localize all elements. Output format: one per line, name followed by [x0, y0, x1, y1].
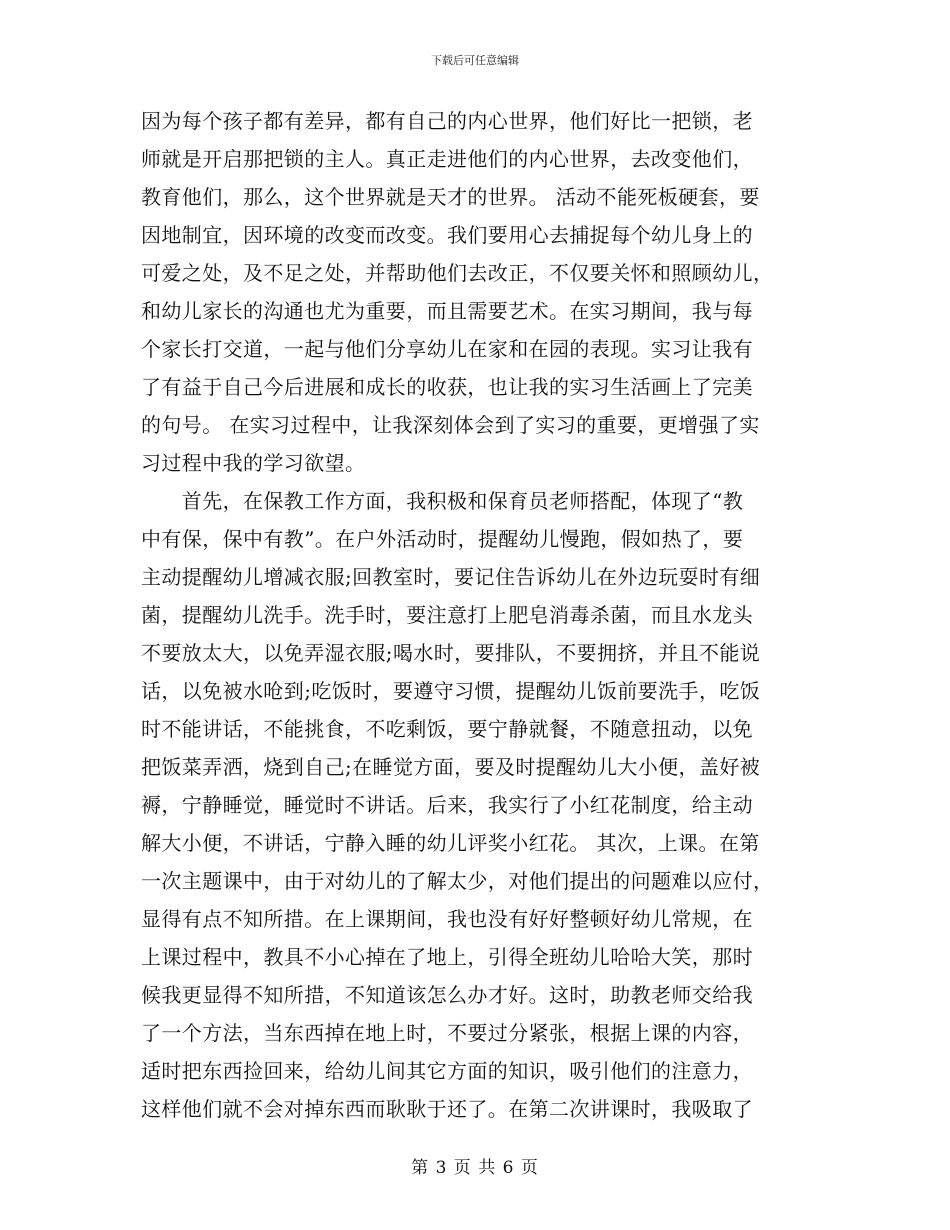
text-line: 一次主题课中，由于对幼儿的了解太少，对他们提出的问题难以应付， — [141, 869, 774, 893]
text-line: 话，以免被水呛到;吃饭时，要遵守习惯，提醒幼儿饭前要洗手，吃饭 — [141, 679, 761, 703]
text-line: 适时把东西捡回来，给幼儿间其它方面的知识，吸引他们的注意力， — [141, 1059, 753, 1083]
text-line: 候我更显得不知所措，不知道该怎么办才好。这时，助教老师交给我 — [141, 983, 753, 1007]
text-line: 了一个方法，当东西掉在地上时，不要过分紧张，根据上课的内容， — [141, 1021, 753, 1045]
page-footer: 第 3 页 共 6 页 — [411, 1158, 539, 1178]
text-line: 这样他们就不会对掉东西而耿耿于还了。在第二次讲课时，我吸取了 — [141, 1097, 753, 1121]
text-line: 上课过程中，教具不小心掉在了地上，引得全班幼儿哈哈大笑，那时 — [141, 945, 753, 969]
text-line: 习过程中我的学习欲望。 — [141, 451, 366, 475]
text-line: 时不能讲话，不能挑食，不吃剩饭，要宁静就餐，不随意扭动，以免 — [141, 717, 753, 741]
text-line: 师就是开启那把锁的主人。真正走进他们的内心世界，去改变他们， — [141, 147, 753, 171]
text-line: 了有益于自己今后进展和成长的收获，也让我的实习生活画上了完美 — [141, 375, 753, 399]
text-line: 中有保，保中有教”。在户外活动时，提醒幼儿慢跑，假如热了，要 — [141, 527, 744, 551]
text-line: 解大小便，不讲话，宁静入睡的幼儿评奖小红花。 其次，上课。在第 — [141, 831, 760, 855]
text-line: 显得有点不知所措。在上课期间，我也没有好好整顿好幼儿常规，在 — [141, 907, 753, 931]
document-body — [141, 102, 809, 1128]
text-line: 主动提醒幼儿增减衣服;回教室时，要记住告诉幼儿在外边玩耍时有细 — [141, 565, 761, 589]
text-line: 个家长打交道，一起与他们分享幼儿在家和在园的表现。实习让我有 — [141, 337, 753, 361]
text-line: 因为每个孩子都有差异，都有自己的内心世界，他们好比一把锁，老 — [141, 109, 753, 133]
text-line: 的句号。 在实习过程中，让我深刻体会到了实习的重要，更增强了实 — [141, 413, 760, 437]
text-line: 可爱之处，及不足之处，并帮助他们去改正，不仅要关怀和照顾幼儿， — [141, 261, 774, 285]
text-line: 和幼儿家长的沟通也尤为重要，而且需要艺术。在实习期间，我与每 — [141, 299, 753, 323]
text-line: 首先，在保教工作方面，我积极和保育员老师搭配，体现了“教 — [141, 489, 744, 513]
text-line: 菌，提醒幼儿洗手。洗手时，要注意打上肥皂消毒杀菌，而且水龙头 — [141, 603, 753, 627]
page-header: 下载后可任意编辑 — [431, 54, 519, 67]
text-line: 不要放太大，以免弄湿衣服;喝水时，要排队，不要拥挤，并且不能说 — [141, 641, 761, 665]
text-line: 把饭菜弄洒，烧到自己;在睡觉方面，要及时提醒幼儿大小便，盖好被 — [141, 755, 761, 779]
text-line: 褥，宁静睡觉，睡觉时不讲话。后来，我实行了小红花制度，给主动 — [141, 793, 753, 817]
text-line: 教育他们，那么，这个世界就是天才的世界。 活动不能死板硬套，要 — [141, 185, 760, 209]
text-line: 因地制宜，因环境的改变而改变。我们要用心去捕捉每个幼儿身上的 — [141, 223, 753, 247]
